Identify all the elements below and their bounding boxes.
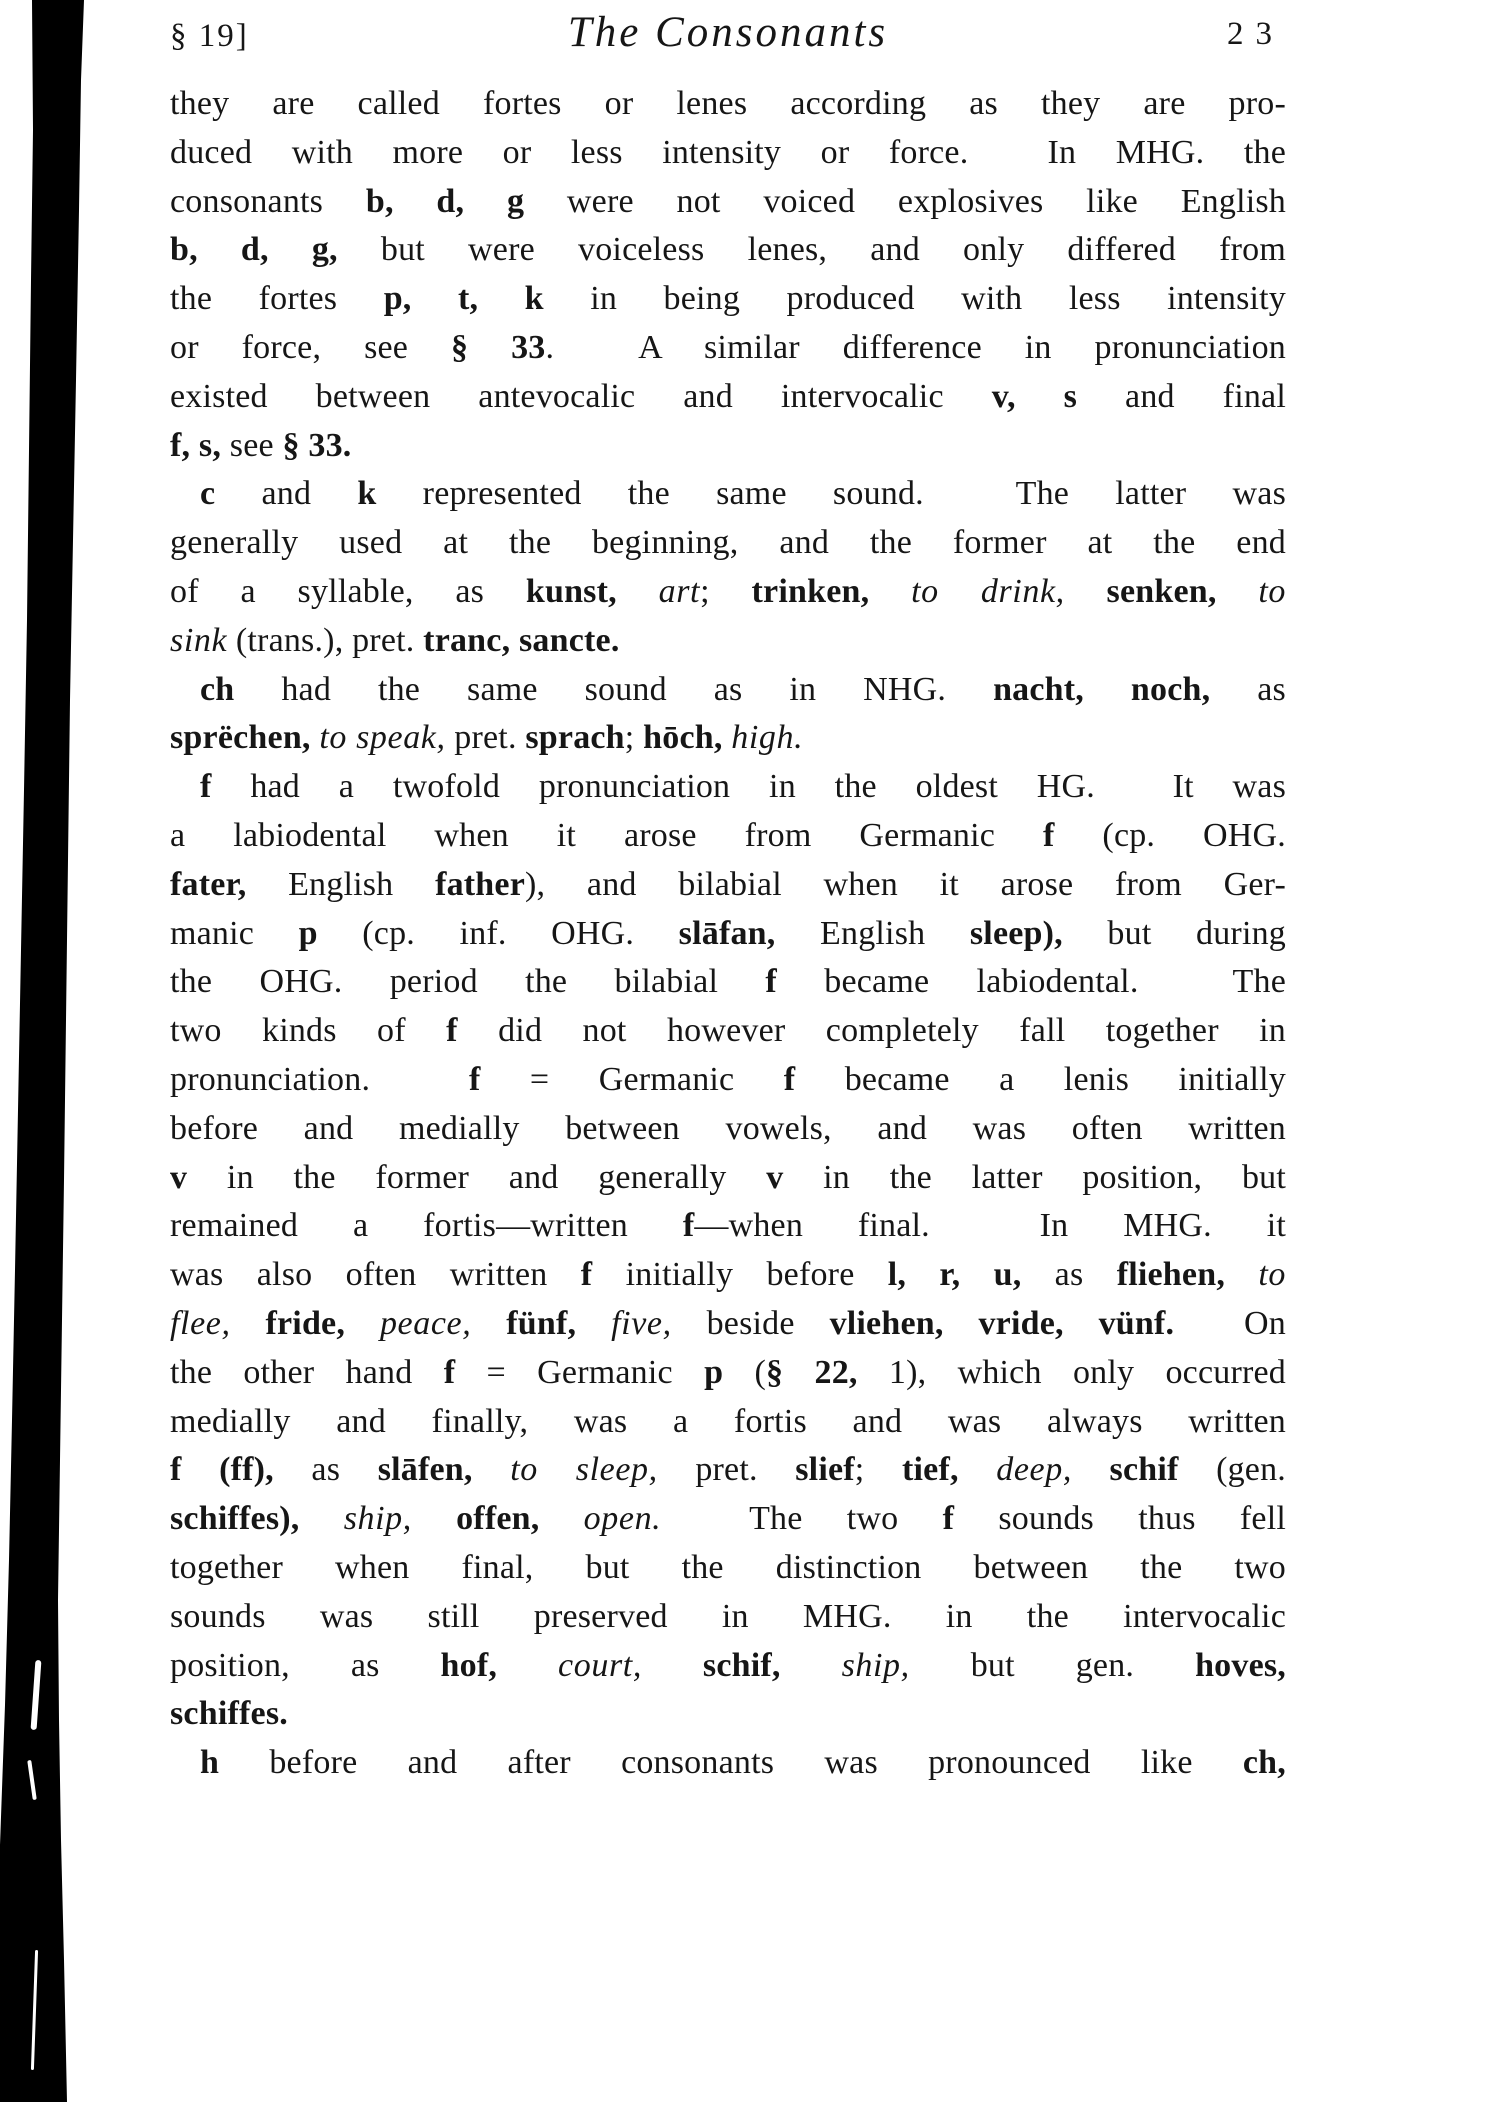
page-number: 23: [1227, 16, 1284, 52]
text-line: or force, see § 33. A similar difference in pronunciation: [170, 328, 1286, 366]
text-line: b, d, g, but were voiceless lenes, and only differed from: [170, 231, 1287, 269]
text-line: they are called fortes or lenes according as they are pro-: [170, 85, 1286, 122]
text-line: the other hand f = Germanic p (§ 22, 1), which only occurred: [170, 1353, 1286, 1391]
text-line: duced with more or less intensity or force. In MHG. the: [170, 133, 1286, 171]
text-line: fater, English father), and bilabial when it arose from Ger-: [170, 865, 1286, 903]
text-line: sink (trans.), pret. tranc, sancte.: [170, 621, 620, 659]
text-line: generally used at the beginning, and the former at the end: [170, 524, 1286, 562]
text-line: two kinds of f did not however completely fall together in: [170, 1012, 1286, 1050]
text-line: schiffes.: [170, 1695, 288, 1733]
text-line: a labiodental when it arose from Germanic f (cp. OHG.: [170, 816, 1287, 854]
text-line: flee, fride, peace, fünf, five, beside vliehen, vride, vünf. On: [170, 1304, 1287, 1342]
text-line: together when final, but the distinction between the two: [170, 1548, 1286, 1586]
section-marker: § 19]: [170, 18, 249, 54]
text-line: f, s, see § 33.: [170, 426, 352, 464]
text-line: f (ff), as slāfen, to sleep, pret. slief; tief, deep, schif (gen.: [170, 1451, 1286, 1489]
book-binding-shadow: [0, 0, 120, 2102]
text-line: of a syllable, as kunst, art; trinken, to drink, senken, to: [170, 572, 1286, 610]
text-line: medially and finally, was a fortis and was always written: [170, 1402, 1286, 1440]
page-header: [170, 8, 1286, 72]
text-line: c and k represented the same sound. The latter was: [200, 475, 1286, 513]
text-line: v in the former and generally v in the latter position, but: [170, 1158, 1286, 1196]
text-line: the fortes p, t, k in being produced with less intensity: [170, 280, 1286, 318]
text-line: h before and after consonants was pronounced like ch,: [200, 1744, 1286, 1782]
text-line: consonants b, d, g were not voiced explosives like English: [170, 182, 1287, 220]
text-line: the OHG. period the bilabial f became labiodental. The: [170, 963, 1286, 1001]
text-line: remained a fortis—written f—when final. In MHG. it: [170, 1207, 1286, 1245]
text-line: position, as hof, court, schif, ship, but gen. hoves,: [170, 1646, 1287, 1684]
text-line: f had a twofold pronunciation in the oldest HG. It was: [200, 768, 1286, 806]
text-line: was also often written f initially before l, r, u, as fliehen, to: [170, 1256, 1286, 1294]
text-line: sounds was still preserved in MHG. in the intervocalic: [170, 1597, 1286, 1635]
text-line: existed between antevocalic and intervocalic v, s and final: [170, 377, 1286, 415]
text-line: manic p (cp. inf. OHG. slāfan, English sleep), but during: [170, 914, 1286, 952]
text-line: schiffes), ship, offen, open. The two f sounds thus fell: [170, 1500, 1286, 1538]
page-column: [170, 8, 1287, 1782]
text-line: ch had the same sound as in NHG. nacht, noch, as: [200, 670, 1286, 708]
text-line: pronunciation. f = Germanic f became a lenis initially: [170, 1060, 1286, 1098]
body-text: [170, 80, 1286, 1788]
running-title: The Consonants: [567, 9, 889, 56]
text-line: sprëchen, to speak, pret. sprach; hōch, high.: [170, 719, 804, 757]
text-line: before and medially between vowels, and was often written: [170, 1109, 1286, 1147]
